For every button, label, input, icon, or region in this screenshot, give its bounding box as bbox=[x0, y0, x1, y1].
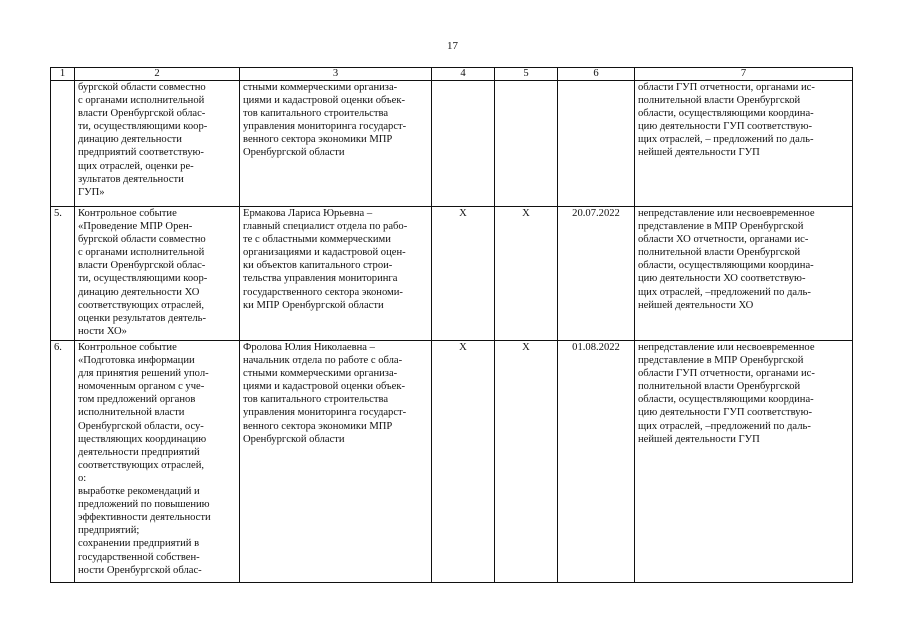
column-4-cell bbox=[432, 207, 495, 341]
column-header-5: 5 bbox=[495, 68, 558, 81]
date-cell bbox=[558, 81, 635, 207]
row-number-cell bbox=[51, 341, 75, 583]
column-header-3: 3 bbox=[240, 68, 432, 81]
column-5-cell bbox=[495, 81, 558, 207]
row-number-cell bbox=[51, 81, 75, 207]
row-number: 5. bbox=[54, 208, 62, 219]
responsible-person-cell bbox=[240, 207, 432, 341]
column-header-4: 4 bbox=[432, 68, 495, 81]
table-header-row bbox=[51, 68, 853, 81]
risk-text: области ГУП отчетности, органами ис- полнительной власти Оренбургской области, осуществляющими координа- цию деятельности ГУП соответствую- щих отраслей, – предложений по даль- нейшей деятельности ГУП bbox=[638, 82, 815, 159]
risk-cell bbox=[635, 81, 853, 207]
page-number: 17 bbox=[447, 40, 458, 52]
column-header-1: 1 bbox=[51, 68, 75, 81]
table-body bbox=[51, 81, 853, 583]
risk-cell bbox=[635, 341, 853, 583]
control-event-cell bbox=[75, 207, 240, 341]
responsible-person-text: Фролова Юлия Николаевна – начальник отдела по работе с обла- стными коммерческими организа- циями и кадастровой оценки объек- тов капитального строительства управления мониторинга государст- венного сектора экономики МПР Оренбургской области bbox=[243, 342, 407, 445]
responsible-person-text: Ермакова Лариса Юрьевна – главный специалист отдела по рабо- те с областными коммерческими организациями и кадастровой оцен- ки объектов капитального строи- тельства управления мониторинга государственного сектора экономи- ки МПР Оренбургской области bbox=[243, 208, 408, 311]
responsible-person-text: стными коммерческими организа- циями и кадастровой оценки объек- тов капитального строительства управления мониторинга государст- венного сектора экономики МПР Оренбургской области bbox=[243, 82, 407, 159]
column-4-mark: Х bbox=[459, 208, 467, 219]
row-number: 6. bbox=[54, 342, 62, 353]
control-events-table bbox=[50, 67, 853, 583]
control-event-text: бургской области совместно с органами исполнительной власти Оренбургской облас- ти, осуществляющими коор- динацию деятельности предприятий соответствую- щих отраслей, оценки ре- зультатов деятельности ГУП» bbox=[78, 82, 208, 198]
responsible-person-cell bbox=[240, 81, 432, 207]
column-5-mark: Х bbox=[522, 342, 530, 353]
table-row bbox=[51, 81, 853, 207]
control-event-cell bbox=[75, 81, 240, 207]
column-4-cell bbox=[432, 81, 495, 207]
control-event-cell bbox=[75, 341, 240, 583]
event-date: 20.07.2022 bbox=[572, 208, 620, 219]
column-header-2: 2 bbox=[75, 68, 240, 81]
responsible-person-cell bbox=[240, 341, 432, 583]
column-5-cell bbox=[495, 341, 558, 583]
risk-text: непредставление или несвоевременное представление в МПР Оренбургской области ГУП отчетности, органами ис- полнительной власти Оренбургской области, осуществляющими координа- цию деятельности ГУП соответствую- щих отраслей, –предложений по даль- нейшей деятельности ГУП bbox=[638, 342, 815, 445]
table-row bbox=[51, 207, 853, 341]
control-event-text: Контрольное событие «Проведение МПР Орен- бургской области совместно с органами исполнительной власти Оренбургской облас- ти, осуществляющими коор- динацию деятельности ХО соответствующих отраслей, оценки результатов деятель- ности ХО» bbox=[78, 208, 208, 337]
date-cell bbox=[558, 207, 635, 341]
column-4-mark: Х bbox=[459, 342, 467, 353]
column-4-cell bbox=[432, 341, 495, 583]
date-cell bbox=[558, 341, 635, 583]
column-5-cell bbox=[495, 207, 558, 341]
column-header-7: 7 bbox=[635, 68, 853, 81]
risk-text: непредставление или несвоевременное представление в МПР Оренбургской области ХО отчетности, органами ис- полнительной власти Оренбургской области, осуществляющими координа- цию деятельности ХО соответствую- щих отраслей, –предложений по даль- нейшей деятельности ХО bbox=[638, 208, 815, 311]
event-date: 01.08.2022 bbox=[572, 342, 620, 353]
control-event-text: Контрольное событие «Подготовка информации для принятия решений упол- номоченным органом с уче- том предложений органов исполнительной власти Оренбургской области, осу- ществляющих координацию деятельности предприятий соответствующих отраслей, о: выработке рекомендаций и предложений по повышению эффективности деятельности предприятий; сохранении предприятий в государственной собствен- ности Оренбургской облас- bbox=[78, 342, 211, 576]
table-row bbox=[51, 341, 853, 583]
column-5-mark: Х bbox=[522, 208, 530, 219]
risk-cell bbox=[635, 207, 853, 341]
row-number-cell bbox=[51, 207, 75, 341]
column-header-6: 6 bbox=[558, 68, 635, 81]
